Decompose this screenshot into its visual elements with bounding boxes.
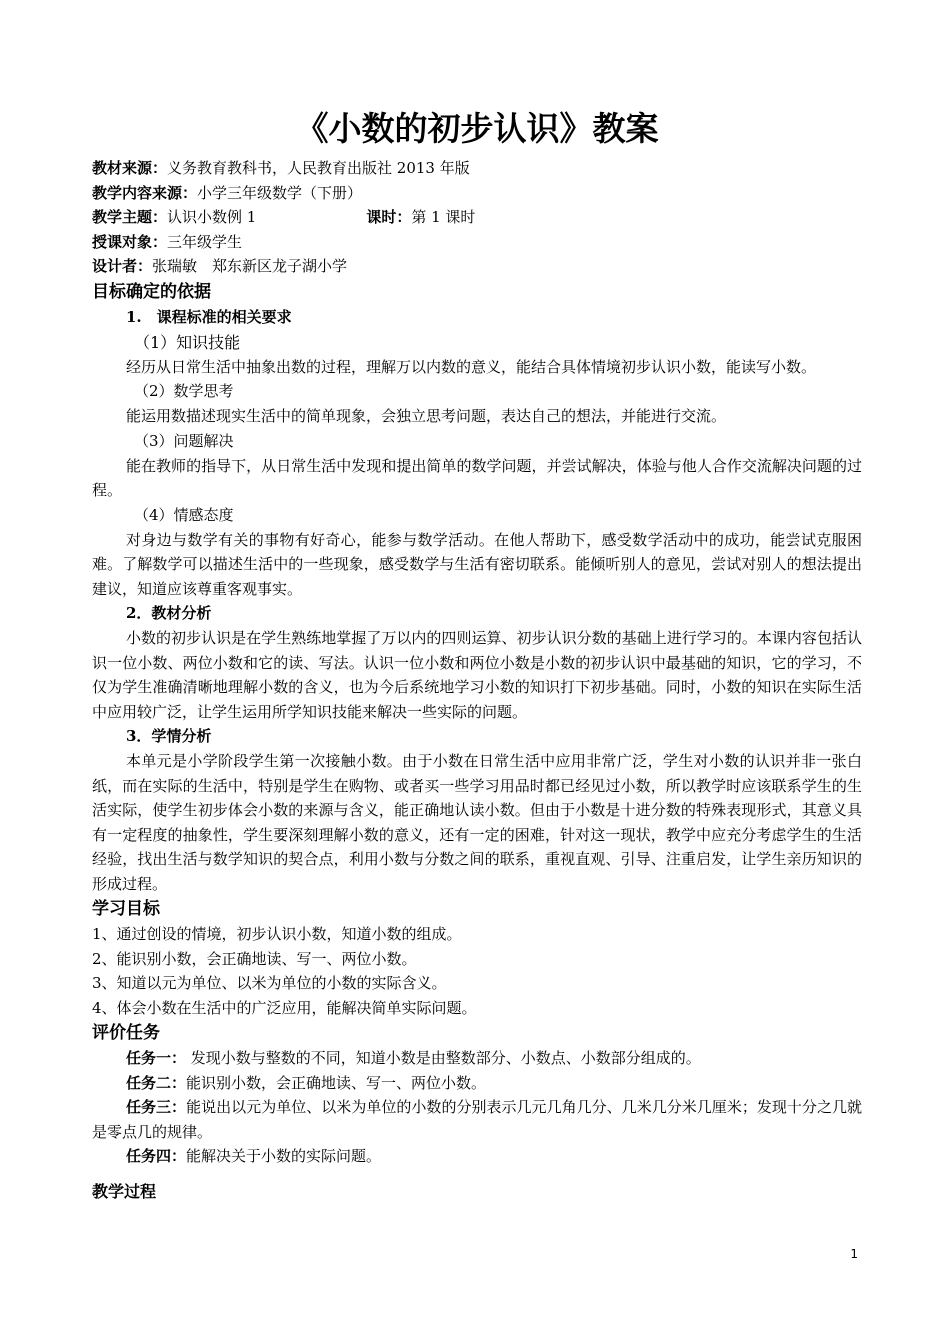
task-label: 任务四：	[126, 1147, 187, 1165]
meta-value: 三年级学生	[167, 232, 243, 251]
paragraph-knowledge: 经历从日常生活中抽象出数的过程，理解万以内数的意义，能结合具体情境初步认识小数，能读写小数。	[126, 357, 817, 376]
meta-value: 第 1 课时	[411, 208, 476, 226]
document-body	[92, 104, 862, 1204]
meta-label: 课时：	[366, 208, 412, 226]
task-text: 发现小数与整数的不同，知道小数是由整数部分、小数点、小数部分组成的。	[186, 1049, 701, 1067]
task-label: 任务二：	[126, 1073, 187, 1092]
goal-item: 4、体会小数在生活中的广泛应用，能解决简单实际问题。	[92, 998, 477, 1017]
paragraph-students: 本单元是小学阶段学生第一次接触小数。由于小数在日常生活中应用非常广泛，学生对小数的认识并非一张白纸，而在实际的生活中，特别是学生在购物、或者买一些学习用品时都已经见过小数，所以教学时应该联系学生的生活实际，使学生初步体会小数的来源与含义，能正确地认读小数。但由于小数是十进分数的特殊表现形式，其意义具有一定程度的抽象性，学生要深刻理解小数的意义，还有一定的困难，针对这一现状，教学中应充分考虑学生的生活经验，找出生活与数学知识的契合点，利用小数与分数之间的联系，重视直观、引导、注重启发，让学生亲历知识的形成过程。	[92, 752, 862, 893]
goal-item: 2、能识别小数，会正确地读、写一、两位小数。	[92, 949, 417, 968]
meta-value: 张瑞敏 郑东新区龙子湖小学	[152, 257, 348, 275]
task-label: 任务三：	[126, 1098, 187, 1116]
meta-source	[92, 156, 862, 181]
meta-content-source	[92, 181, 862, 206]
meta-label: 教学内容来源：	[92, 183, 198, 202]
meta-label: 教学主题：	[92, 208, 168, 226]
paragraph-textbook: 小数的初步认识是在学生熟练地掌握了万以内的四则运算、初步认识分数的基础上进行学习的。本课内容包括认识一位小数、两位小数和它的读、写法。认识一位小数和两位小数是小数的初步认识中最基础的知识，它的学习，不仅为学生准确清晰地理解小数的含义，也为今后系统地学习小数的知识打下初步基础。同时，小数的知识在实际生活中应用较广泛，让学生运用所学知识技能来解决一些实际的问题。	[92, 629, 862, 721]
subsection-heading-students: 3．学情分析	[126, 727, 212, 745]
subsection-heading-standards: 1. 课程标准的相关要求	[126, 307, 292, 326]
item-heading-attitude: （4）情感态度	[134, 505, 234, 524]
task-text: 能识别小数，会正确地读、写一、两位小数。	[186, 1073, 487, 1092]
document-title: 《小数的初步认识》教案	[295, 109, 659, 148]
task-item	[92, 1046, 862, 1071]
meta-topic	[92, 205, 862, 230]
page-number: 1	[850, 1247, 858, 1261]
paragraph-problem-solving: 能在教师的指导下，从日常生活中发现和提出简单的数学问题，并尝试解决，体验与他人合作交流解决问题的过程。	[92, 456, 862, 499]
subsection-heading-textbook: 2．教材分析	[126, 604, 212, 622]
meta-value: 认识小数例 1	[167, 208, 257, 226]
task-item	[92, 1071, 862, 1096]
meta-label: 授课对象：	[92, 232, 168, 251]
meta-value: 义务教育教科书，人民教育出版社 2013 年版	[167, 159, 470, 177]
section-heading-tasks: 评价任务	[92, 1023, 160, 1043]
paragraph-thinking: 能运用数描述现实生活中的简单现象，会独立思考问题，表达自己的想法，并能进行交流。	[126, 407, 727, 425]
task-label: 任务一：	[126, 1049, 187, 1067]
section-heading-process: 教学过程	[92, 1181, 157, 1201]
meta-label: 设计者：	[92, 257, 153, 275]
task-text: 能说出以元为单位、以米为单位的小数的分别表示几元几角几分、几米几分米几厘米；发现十分之几就是零点几的规律。	[92, 1098, 862, 1141]
item-heading-problem-solving: （3）问题解决	[134, 431, 234, 450]
task-item	[92, 1095, 862, 1144]
task-item	[92, 1144, 862, 1169]
meta-audience	[92, 230, 862, 255]
meta-label: 教材来源：	[92, 159, 168, 177]
goal-item: 3、知道以元为单位、以米为单位的小数的实际含义。	[92, 974, 447, 992]
meta-designer	[92, 254, 862, 279]
meta-value: 小学三年级数学（下册）	[197, 183, 363, 202]
item-heading-thinking: （2）数学思考	[134, 382, 234, 400]
item-heading-knowledge: （1）知识技能	[134, 332, 241, 352]
goal-item: 1、通过创设的情境，初步认识小数，知道小数的组成。	[92, 925, 462, 943]
section-heading-goals: 学习目标	[92, 899, 160, 919]
task-text: 能解决关于小数的实际问题。	[186, 1147, 382, 1165]
section-heading-basis: 目标确定的依据	[92, 281, 211, 302]
paragraph-attitude: 对身边与数学有关的事物有好奇心，能参与数学活动。在他人帮助下，感受数学活动中的成功，能尝试克服困难。了解数学可以描述生活中的一些现象，感受数学与生活有密切联系。能倾听别人的意见，尝试对别人的想法提出建议，知道应该尊重客观事实。	[92, 530, 862, 598]
